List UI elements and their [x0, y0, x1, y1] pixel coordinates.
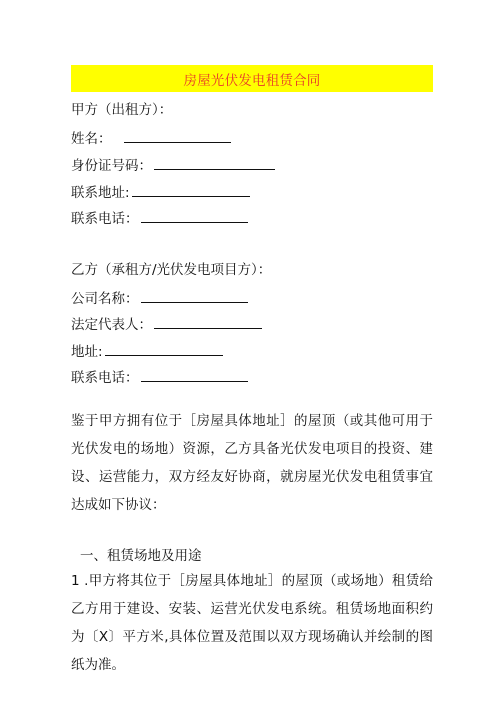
party-a-address-blank	[132, 182, 250, 197]
party-b-phone-blank	[141, 367, 248, 382]
party-b-address-label: 地址:	[71, 344, 103, 360]
party-a-address-label: 联系地址:	[71, 185, 130, 201]
party-a-id-blank	[154, 155, 275, 170]
section-1-clause-1: 1 .甲方将其位于［房屋具体地址］的屋顶（或场地）租赁给乙方用于建设、安装、运营光伏发电系统。租赁场地面积约为〔X〕平方米,具体位置及范围以双方现场确认并绘制的图纸为准。	[71, 573, 433, 673]
party-a-name-row	[71, 128, 231, 148]
party-b-address-row	[71, 341, 223, 361]
party-b-address-blank	[105, 341, 223, 356]
party-a-name-blank	[124, 128, 231, 143]
party-b-company-label: 公司名称：	[71, 291, 139, 307]
party-b-company-row	[71, 288, 248, 308]
party-b-phone-label: 联系电话：	[71, 370, 139, 386]
party-b-rep-blank	[154, 314, 262, 329]
section-1-heading: 一、租赁场地及用途	[80, 548, 202, 564]
party-b-rep-row	[71, 314, 262, 334]
document-title: 房屋光伏发电租赁合同	[183, 72, 321, 89]
party-a-address-row	[71, 182, 250, 202]
party-b-phone-row	[71, 367, 248, 387]
party-b-rep-label: 法定代表人：	[71, 317, 152, 333]
party-a-phone-blank	[141, 208, 248, 223]
party-a-phone-row	[71, 208, 248, 228]
party-b-company-blank	[141, 288, 248, 303]
party-a-heading: 甲方（出租方）：	[71, 102, 173, 118]
title-bar	[71, 65, 433, 92]
party-b-heading: 乙方（承租方/光伏发电项目方）：	[71, 262, 272, 278]
party-a-id-row	[71, 155, 275, 175]
party-a-name-label: 姓名：	[71, 131, 112, 147]
party-a-id-label: 身份证号码：	[71, 158, 152, 174]
preamble-paragraph: 鉴于甲方拥有位于［房屋具体地址］的屋顶（或其他可用于光伏发电的场地）资源，乙方具备光伏发电项目的投资、建设、运营能力，双方经友好协商，就房屋光伏发电租赁事宜达成如下协议：	[71, 413, 433, 513]
party-a-phone-label: 联系电话：	[71, 211, 139, 227]
